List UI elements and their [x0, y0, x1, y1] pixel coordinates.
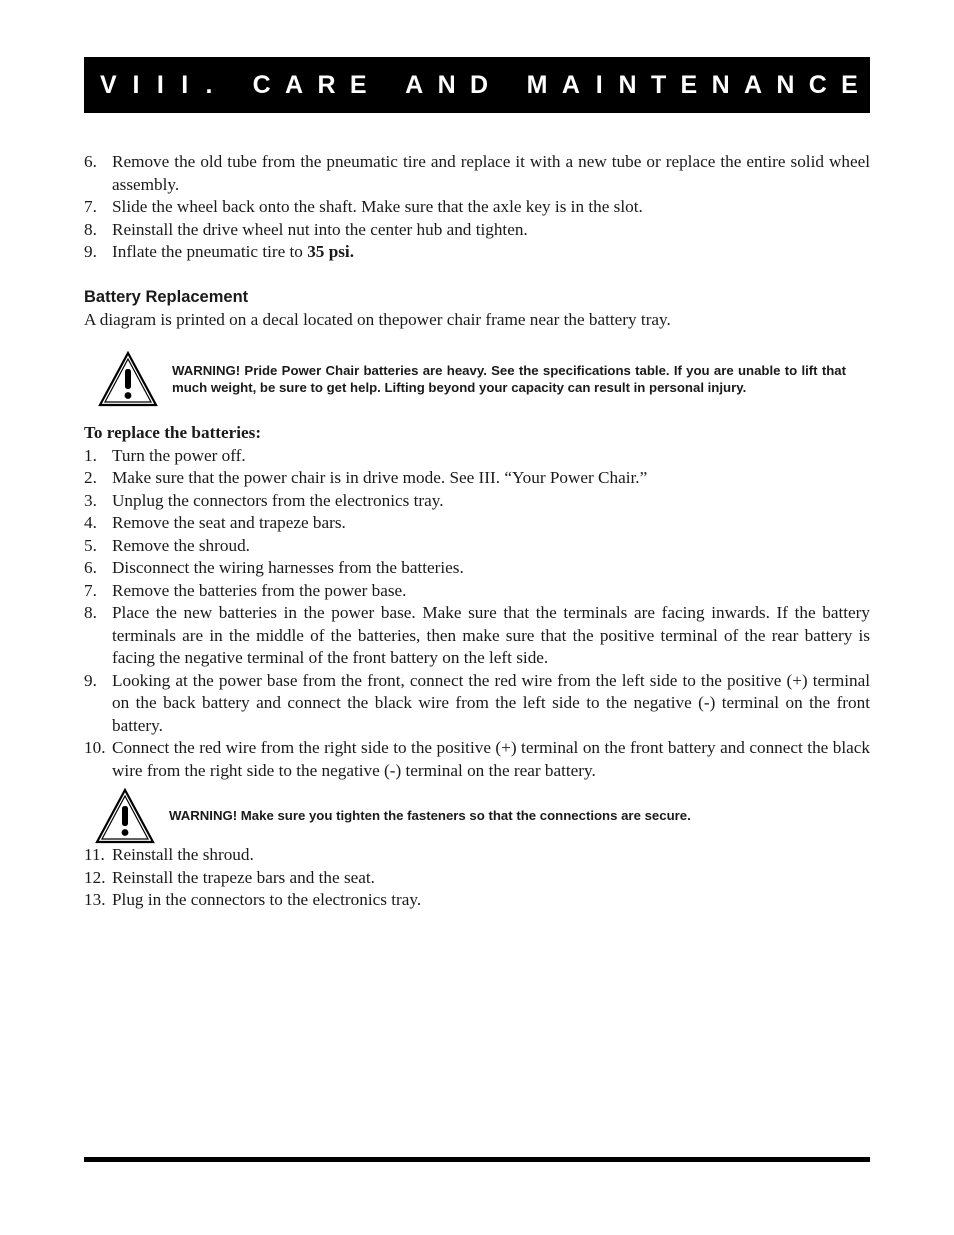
- step-number: 9.: [84, 670, 97, 690]
- step-text: Reinstall the drive wheel nut into the center hub and tighten.: [112, 219, 528, 239]
- list-item: [84, 737, 870, 782]
- step-text: Turn the power off.: [112, 445, 246, 465]
- step-text: Reinstall the trapeze bars and the seat.: [112, 867, 375, 887]
- title-letter: V: [100, 70, 117, 99]
- title-letter: A: [743, 70, 763, 99]
- step-text: Make sure that the power chair is in drive mode. See III. “Your Power Chair.”: [112, 468, 648, 487]
- title-letter: N: [437, 70, 456, 99]
- step-number: 9.: [84, 242, 97, 261]
- step-emphasis: 35 psi.: [307, 242, 355, 261]
- list-item: [84, 490, 870, 513]
- step-number: 7.: [84, 580, 97, 600]
- step-text: Place the new batteries in the power base. Make sure that the terminals are facing inwards. If the battery terminals are in the middle of the batteries, then make sure that the positive terminal of the rear battery is facing the negative terminal of the front battery on the left side.: [112, 603, 870, 667]
- title-letter: A: [405, 70, 424, 99]
- list-item: [84, 219, 870, 242]
- title-letter: I: [156, 70, 164, 99]
- title-letter: R: [317, 70, 336, 99]
- step-number: 3.: [84, 490, 97, 510]
- list-item: [84, 867, 870, 890]
- list-item: [84, 196, 870, 219]
- battery-steps-list-continued: [84, 844, 870, 912]
- step-text: Remove the old tube from the pneumatic tire and replace it with a new tube or replace the entire solid wheel assembly.: [112, 152, 870, 194]
- warning-triangle-icon: [98, 351, 158, 407]
- list-item: [84, 151, 870, 196]
- list-item: [84, 557, 870, 580]
- title-letter: I: [132, 70, 140, 99]
- title-letter: I: [181, 70, 189, 99]
- list-item: [84, 580, 870, 603]
- step-text: Looking at the power base from the front, connect the red wire from the left side to the positive (+) terminal on the back battery and connect the black wire from the left side to the negative (-) terminal on the front battery.: [112, 670, 870, 735]
- step-number: 8.: [84, 603, 97, 622]
- title-letter: [502, 71, 512, 100]
- step-text: Remove the batteries from the power base.: [112, 580, 407, 600]
- title-letter: A: [285, 70, 304, 99]
- replace-batteries-subheading: To replace the batteries:: [84, 423, 262, 442]
- list-item: [84, 535, 870, 558]
- step-number: 4.: [84, 513, 97, 532]
- battery-replacement-heading: Battery Replacement: [84, 287, 249, 306]
- title-letter: [228, 71, 238, 100]
- step-number: 7.: [84, 197, 97, 216]
- battery-steps-list: [84, 445, 870, 783]
- step-number: 12.: [84, 867, 106, 887]
- section-title-bar: [84, 57, 870, 113]
- title-letter: E: [680, 70, 698, 99]
- list-item: [84, 844, 870, 867]
- step-text: Inflate the pneumatic tire to: [112, 242, 308, 261]
- warning-tighten-fasteners: [95, 788, 870, 844]
- list-item: [84, 889, 870, 912]
- title-letter: C: [808, 70, 827, 99]
- step-number: 2.: [84, 468, 97, 487]
- title-letter: D: [469, 70, 489, 99]
- title-letter: A: [561, 70, 580, 99]
- list-item: [84, 467, 870, 490]
- battery-intro-text: A diagram is printed on a decal located on thepower chair frame near the battery tray.: [84, 309, 671, 329]
- step-number: 8.: [84, 219, 97, 239]
- list-item: [84, 445, 870, 468]
- step-number: 10.: [84, 738, 106, 757]
- title-letter: .: [205, 70, 213, 99]
- title-letter: C: [252, 70, 271, 99]
- list-item: [84, 512, 870, 535]
- title-letter: E: [349, 70, 367, 99]
- step-number: 13.: [84, 890, 106, 909]
- step-number: 6.: [84, 152, 97, 171]
- warning-text: WARNING! Make sure you tighten the fasteners so that the connections are secure.: [169, 808, 691, 824]
- step-text: Remove the seat and trapeze bars.: [112, 513, 346, 532]
- step-text: Unplug the connectors from the electronics tray.: [112, 490, 444, 510]
- title-letter: N: [711, 70, 730, 99]
- step-text: Connect the red wire from the right side to the positive (+) terminal on the front battery and connect the black wire from the right side to the negative (-) terminal on the rear battery.: [112, 738, 870, 780]
- step-text: Slide the wheel back onto the shaft. Make sure that the axle key is in the slot.: [112, 197, 643, 216]
- title-letter: I: [595, 70, 603, 99]
- title-letter: N: [618, 70, 637, 99]
- step-number: 1.: [84, 445, 97, 465]
- step-number: 6.: [84, 558, 97, 577]
- list-item: [84, 670, 870, 738]
- title-letter: E: [841, 70, 858, 99]
- title-letter: N: [776, 70, 795, 99]
- footer-rule: [84, 1157, 870, 1162]
- step-number: 11.: [84, 845, 105, 864]
- warning-heavy-batteries: [98, 351, 870, 407]
- title-letter: [381, 71, 391, 100]
- step-text: Plug in the connectors to the electronics tray.: [112, 890, 422, 909]
- step-number: 5.: [84, 535, 97, 555]
- step-text: Reinstall the shroud.: [112, 845, 254, 864]
- title-letter: T: [650, 70, 667, 99]
- page-content: [84, 151, 870, 912]
- warning-triangle-icon: [95, 788, 155, 844]
- tire-steps-list: [84, 151, 870, 264]
- list-item: [84, 241, 870, 264]
- list-item: [84, 602, 870, 670]
- step-text: Disconnect the wiring harnesses from the batteries.: [112, 558, 464, 577]
- warning-text: WARNING! Pride Power Chair batteries are heavy. See the specifications table. If you are unable to lift that much weight, be sure to get help. Lifting beyond your capacity can result in personal injury.: [172, 362, 846, 395]
- step-text: Remove the shroud.: [112, 535, 250, 555]
- title-letter: M: [526, 70, 548, 99]
